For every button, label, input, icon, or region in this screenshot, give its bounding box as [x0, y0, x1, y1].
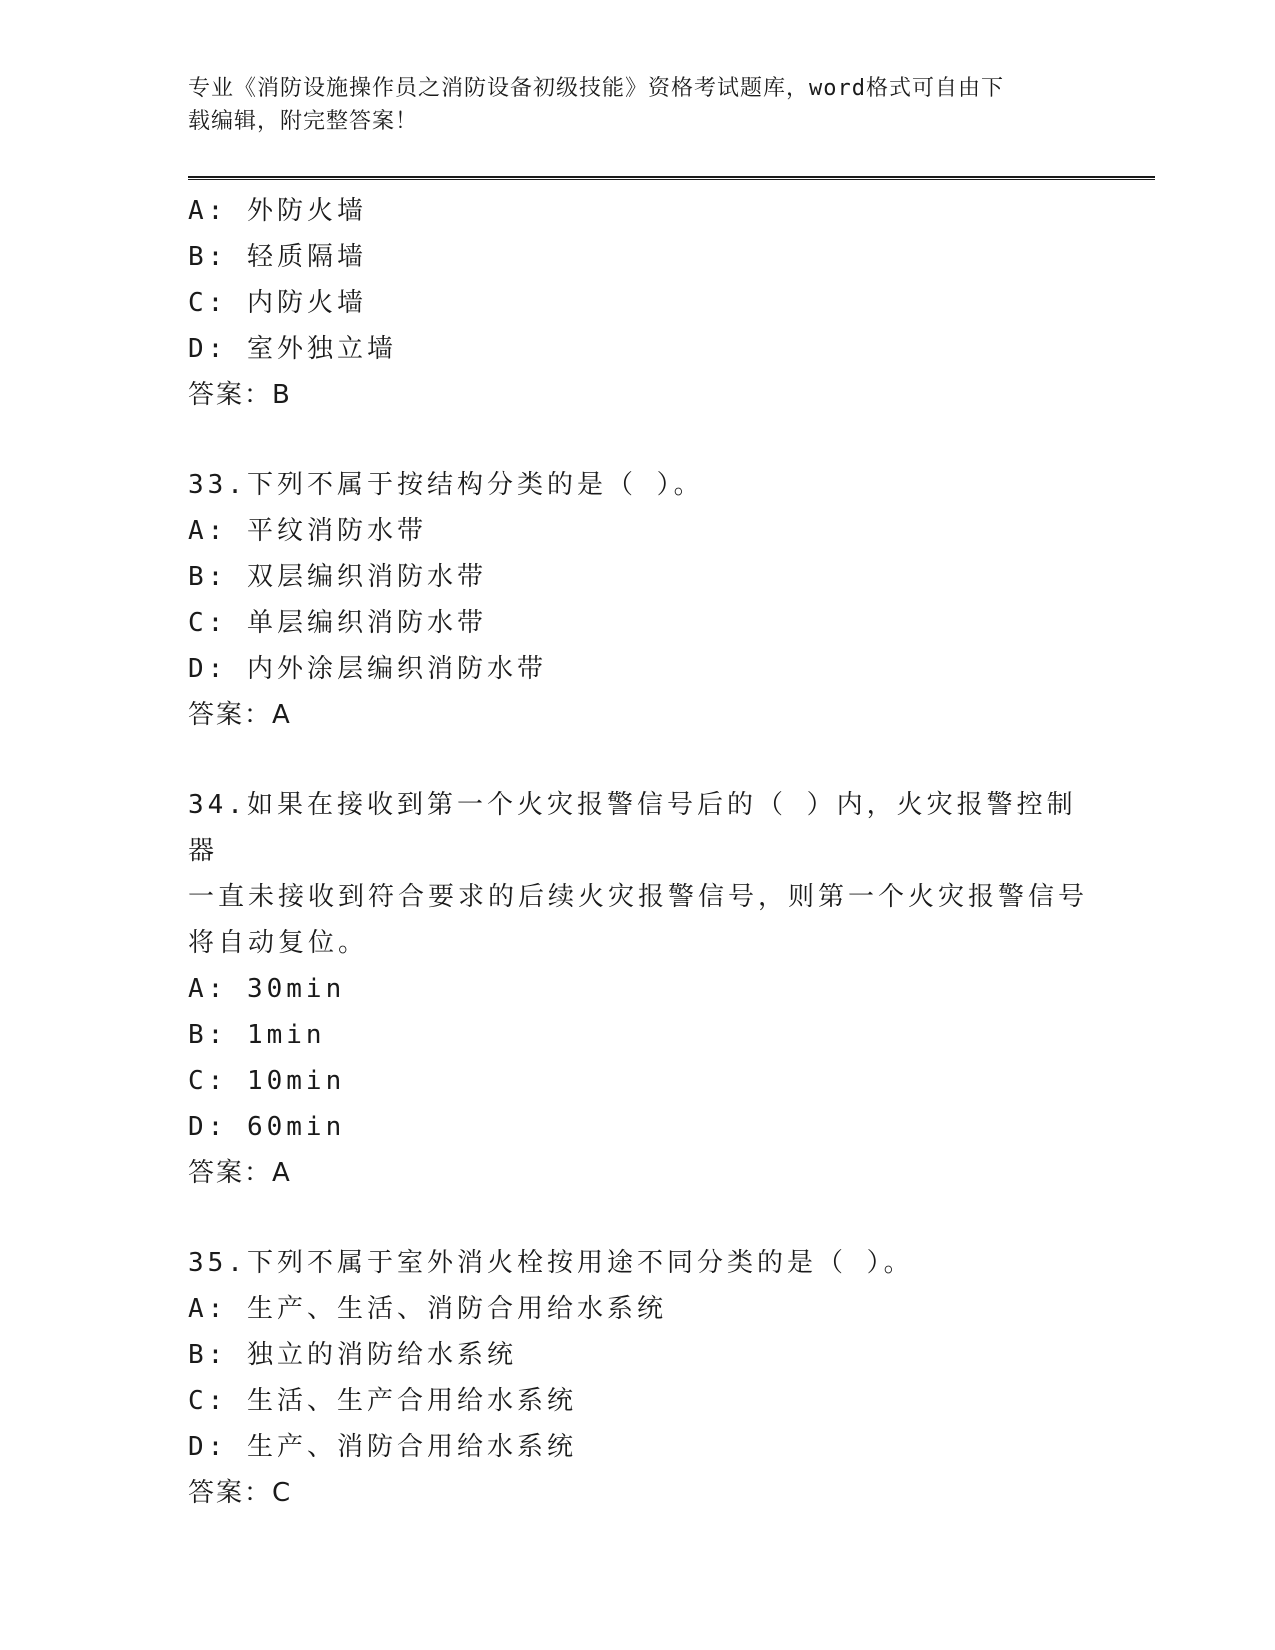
answer-line: 答案：A: [188, 1158, 292, 1188]
question-stem: [188, 462, 1088, 508]
answer-line: 答案：B: [188, 380, 292, 410]
option-b: B: 双层编织消防水带: [188, 562, 487, 592]
spacer: [188, 418, 1088, 462]
header-divider: [188, 176, 1155, 180]
question-stem-line: 34.如果在接收到第一个火灾报警信号后的（ ）内，火灾报警控制器: [188, 790, 1077, 866]
question-32-continued: [188, 188, 1088, 418]
question-33: [188, 462, 1088, 738]
question-stem: [188, 782, 1088, 966]
question-stem-line: 35.下列不属于室外消火栓按用途不同分类的是（ ）。: [188, 1248, 914, 1278]
option-c: C: 生活、生产合用给水系统: [188, 1386, 577, 1416]
spacer: [188, 738, 1088, 782]
answer-line: 答案：A: [188, 700, 292, 730]
option-c: C: 单层编织消防水带: [188, 608, 487, 638]
question-34: [188, 782, 1088, 1196]
question-list: [188, 188, 1088, 1516]
option-d: D: 室外独立墙: [188, 334, 397, 364]
question-stem-line: 一直未接收到符合要求的后续火灾报警信号，则第一个火灾报警信号: [188, 882, 1089, 912]
answer-line: 答案：C: [188, 1478, 293, 1508]
option-a: A: 外防火墙: [188, 196, 367, 226]
question-stem-line: 将自动复位。: [188, 928, 369, 958]
option-c: C: 内防火墙: [188, 288, 367, 318]
option-b: B: 独立的消防给水系统: [188, 1340, 517, 1370]
option-a: A: 平纹消防水带: [188, 516, 427, 546]
spacer: [188, 1196, 1088, 1240]
question-stem: [188, 1240, 1088, 1286]
header-line-1: 专业《消防设施操作员之消防设备初级技能》资格考试题库，word格式可自由下: [188, 76, 1004, 101]
option-c: C: 10min: [188, 1066, 346, 1096]
option-b: B: 1min: [188, 1020, 326, 1050]
header-line-2: 载编辑，附完整答案！: [188, 109, 419, 134]
option-d: D: 内外涂层编织消防水带: [188, 654, 547, 684]
option-a: A: 30min: [188, 974, 346, 1004]
question-35: [188, 1240, 1088, 1516]
option-d: D: 生产、消防合用给水系统: [188, 1432, 577, 1462]
question-stem-line: 33.下列不属于按结构分类的是（ ）。: [188, 470, 704, 500]
option-b: B: 轻质隔墙: [188, 242, 367, 272]
document-header: [188, 72, 1068, 138]
option-d: D: 60min: [188, 1112, 346, 1142]
option-a: A: 生产、生活、消防合用给水系统: [188, 1294, 667, 1324]
